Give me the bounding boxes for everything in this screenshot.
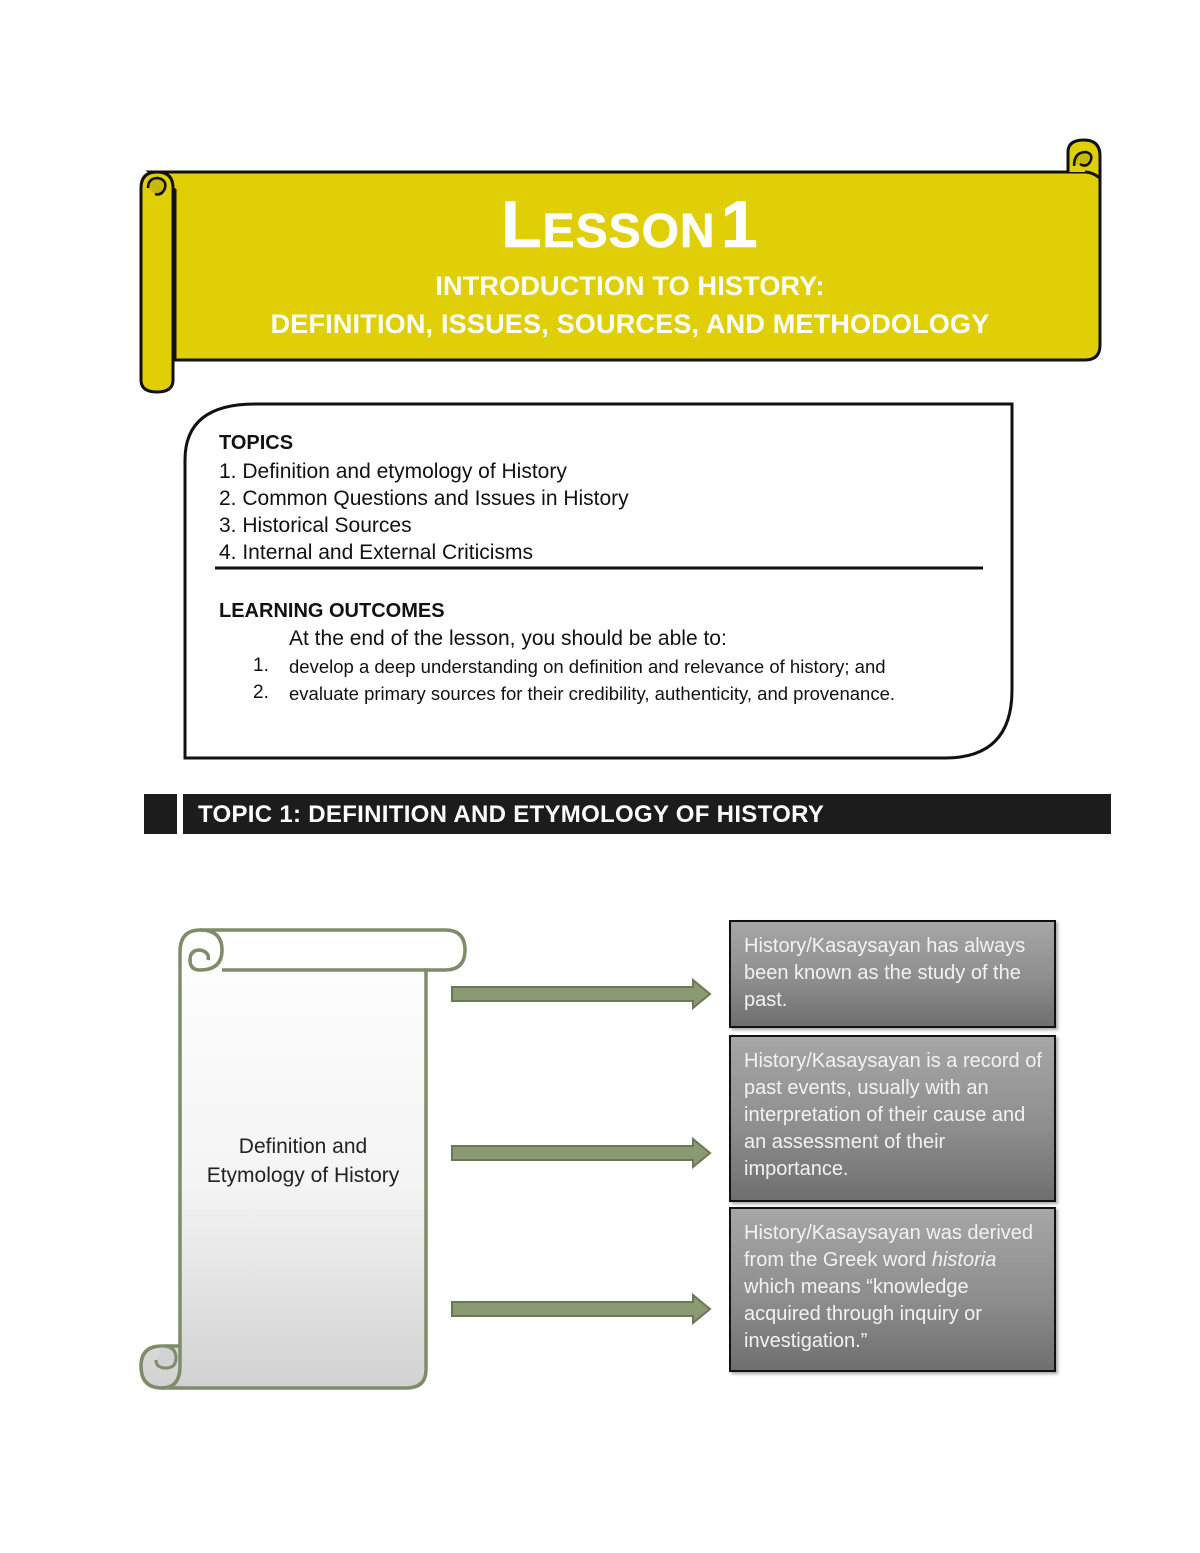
definition-text-3-term: historia <box>931 1249 997 1271</box>
scroll-label-line2: Etymology of History <box>206 1164 400 1187</box>
definition-text-1: History/Kasaysayan has always been known as the study of the past. <box>744 935 1026 1011</box>
topic-item-1: 1. Definition and etymology of History <box>219 460 567 483</box>
definition-box-3 <box>729 1207 1056 1372</box>
outcome-item: develop a deep understanding on definition and relevance of history; and <box>289 656 886 677</box>
definition-box-2 <box>729 1035 1056 1202</box>
lesson-title-initial: L <box>501 187 543 261</box>
lesson-number: 1 <box>721 187 759 261</box>
definition-text-3-start: History/Kasaysayan was derived from the Greek word <box>744 1222 1034 1271</box>
topic-item-2: 2. Common Questions and Issues in History <box>219 487 629 510</box>
outcomes-intro: At the end of the lesson, you should be able to: <box>289 627 727 650</box>
lesson-subtitle-line1: INTRODUCTION TO HISTORY: <box>435 271 825 301</box>
outcome-item: evaluate primary sources for their credibility, authenticity, and provenance. <box>289 683 896 704</box>
outcomes-heading: LEARNING OUTCOMES <box>219 600 445 622</box>
lesson-title-rest: ESSON <box>542 205 716 258</box>
arrow-1 <box>452 980 710 1008</box>
scroll-label-line1: Definition and <box>238 1135 368 1158</box>
outcome-number: 2. <box>253 682 269 703</box>
outcome-number: 1. <box>253 655 269 676</box>
definition-box-1 <box>729 920 1056 1028</box>
topics-heading: TOPICS <box>219 432 294 454</box>
definition-text-3-end: which means “knowledge acquired through inquiry or investigation.” <box>744 1276 982 1352</box>
arrow-2 <box>452 1139 710 1167</box>
topic-bar-marker <box>144 794 177 834</box>
topic-bar-title: TOPIC 1: DEFINITION AND ETYMOLOGY OF HISTORY <box>198 801 825 828</box>
topic-item-3: 3. Historical Sources <box>219 514 412 537</box>
topic-item-4: 4. Internal and External Criticisms <box>219 541 533 564</box>
definition-text-3 <box>744 1220 1044 1355</box>
scroll-label <box>190 1132 416 1190</box>
lesson-subtitle-line2: DEFINITION, ISSUES, SOURCES, AND METHODOLOGY <box>270 309 990 339</box>
definition-text-2: History/Kasaysayan is a record of past events, usually with an interpretation of their cause and an assessment of their importance. <box>744 1050 1042 1180</box>
arrow-3 <box>452 1295 710 1323</box>
